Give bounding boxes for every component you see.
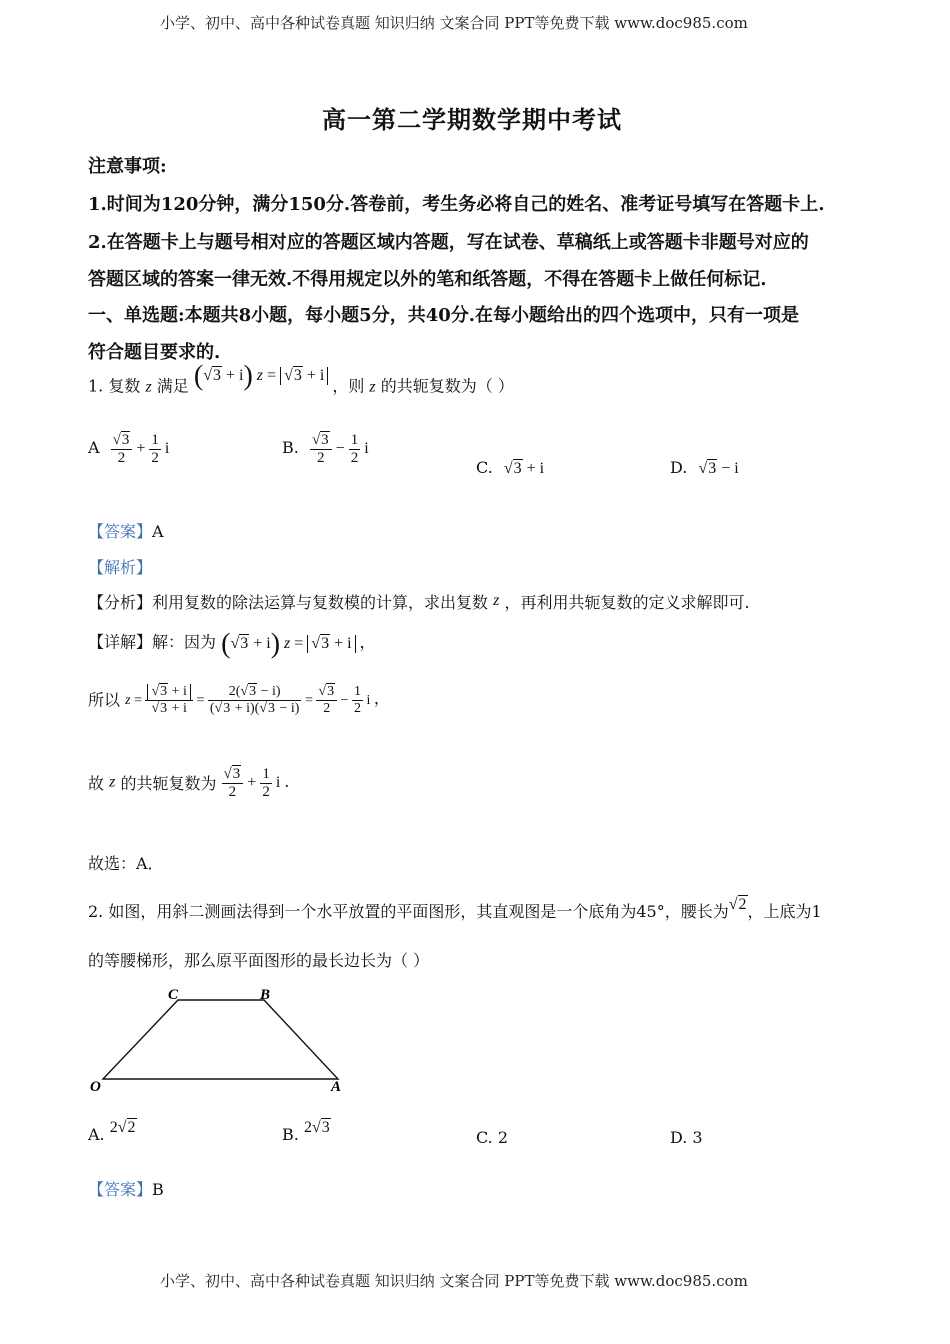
q2-option-d: D. 3 — [670, 1128, 703, 1147]
q2-option-b: B. 2√3 — [282, 1119, 330, 1144]
q1-option-c: C. √3 + i — [476, 458, 545, 477]
q1-suffix-a: ，则 — [332, 376, 365, 396]
q1-option-b: B. $\frac{√3}{2}$ − $\frac{1}{2}$ i — [282, 432, 369, 466]
q1-answer — [88, 519, 164, 542]
vertex-label-o: O — [90, 1079, 101, 1095]
page-footer: 小学、初中、高中各种试卷真题 知识归纳 文案合同 PPT等免费下载 www.doc985.com — [160, 1272, 748, 1290]
q1-middle: 满足 — [156, 376, 189, 396]
notice-item-1: 1.时间为120分钟，满分150分.答卷前，考生务必将自己的姓名、准考证号填写在答题卡上. — [88, 194, 825, 215]
q1-guxuan: 故选：A． — [88, 854, 164, 873]
q2-answer: 【答案】B — [88, 1180, 164, 1199]
q1-fenxi: 【分析】利用复数的除法运算与复数模的计算，求出复数 z ，再利用共轭复数的定义求解即可. — [88, 592, 750, 612]
q1-var-z-2: z — [369, 378, 376, 396]
q1-prefix: 1. 复数 — [88, 376, 141, 396]
question-2-line2: 的等腰梯形，那么原平面图形的最长边长为（ ） — [88, 951, 430, 970]
vertex-label-c: C — [168, 987, 179, 1003]
q1-option-a: A $\frac{√3}{2}$ + $\frac{1}{2}$ i — [88, 432, 170, 466]
question-2-line1: 2. 如图，用斜二测画法得到一个水平放置的平面图形，其直观图是一个底角为45°，腰长为√2，上底为1 — [88, 896, 822, 921]
notice-item-2-line1: 2.在答题卡上与题号相对应的答题区域内答题，写在试卷、草稿纸上或答题卡非题号对应的 — [88, 232, 809, 253]
q1-var-z: z — [145, 378, 152, 396]
notice-heading: 注意事项: — [88, 156, 167, 177]
question-1 — [88, 360, 514, 404]
answer-value: A — [152, 522, 164, 541]
q1-xiangjie: 【详解】解：因为 (√3 + i) z = √3 + i ， — [88, 628, 376, 659]
q1-analysis-tag: 【解析】 — [88, 558, 153, 577]
q2-option-c: C. 2 — [476, 1128, 509, 1147]
q1-equation: (√3 + i) z = √3 + i — [194, 367, 332, 384]
trapezoid-shape — [103, 1000, 338, 1079]
vertex-label-a: A — [331, 1079, 342, 1095]
page-header: 小学、初中、高中各种试卷真题 知识归纳 文案合同 PPT等免费下载 www.doc985.com — [160, 14, 748, 32]
q1-option-d: D. √3 − i — [670, 458, 739, 477]
section-1-heading-line1: 一、单选题:本题共8小题，每小题5分，共40分.在每小题给出的四个选项中，只有一项是 — [88, 305, 800, 326]
vertex-label-b: B — [260, 987, 271, 1003]
section-1-heading-line2: 符合题目要求的. — [88, 342, 221, 363]
page-title: 高一第二学期数学期中考试 — [322, 105, 622, 134]
q2-option-a: A. 2√2 — [88, 1119, 136, 1144]
notice-item-2-line2: 答题区域的答案一律无效.不得用规定以外的笔和纸答题，不得在答题卡上做任何标记. — [88, 269, 767, 290]
q1-suffix-b: 的共轭复数为（ ） — [380, 376, 514, 396]
trapezoid-figure — [88, 984, 358, 1096]
q1-gu: 故 z 的共轭复数为 $\frac{√3}{2}$ + $\frac{1}{2}$ i . — [88, 766, 290, 800]
answer-tag: 【答案】 — [88, 522, 153, 541]
q1-suoyi: 所以 z = $\frac{√3 + i}{√3 + i}$ = $\frac{2(√3 - i)}{(√3 + i)(√3 - i)}$ = $\frac{√3}{2}$ − $\frac{1}{2}$ i ， — [88, 684, 390, 716]
